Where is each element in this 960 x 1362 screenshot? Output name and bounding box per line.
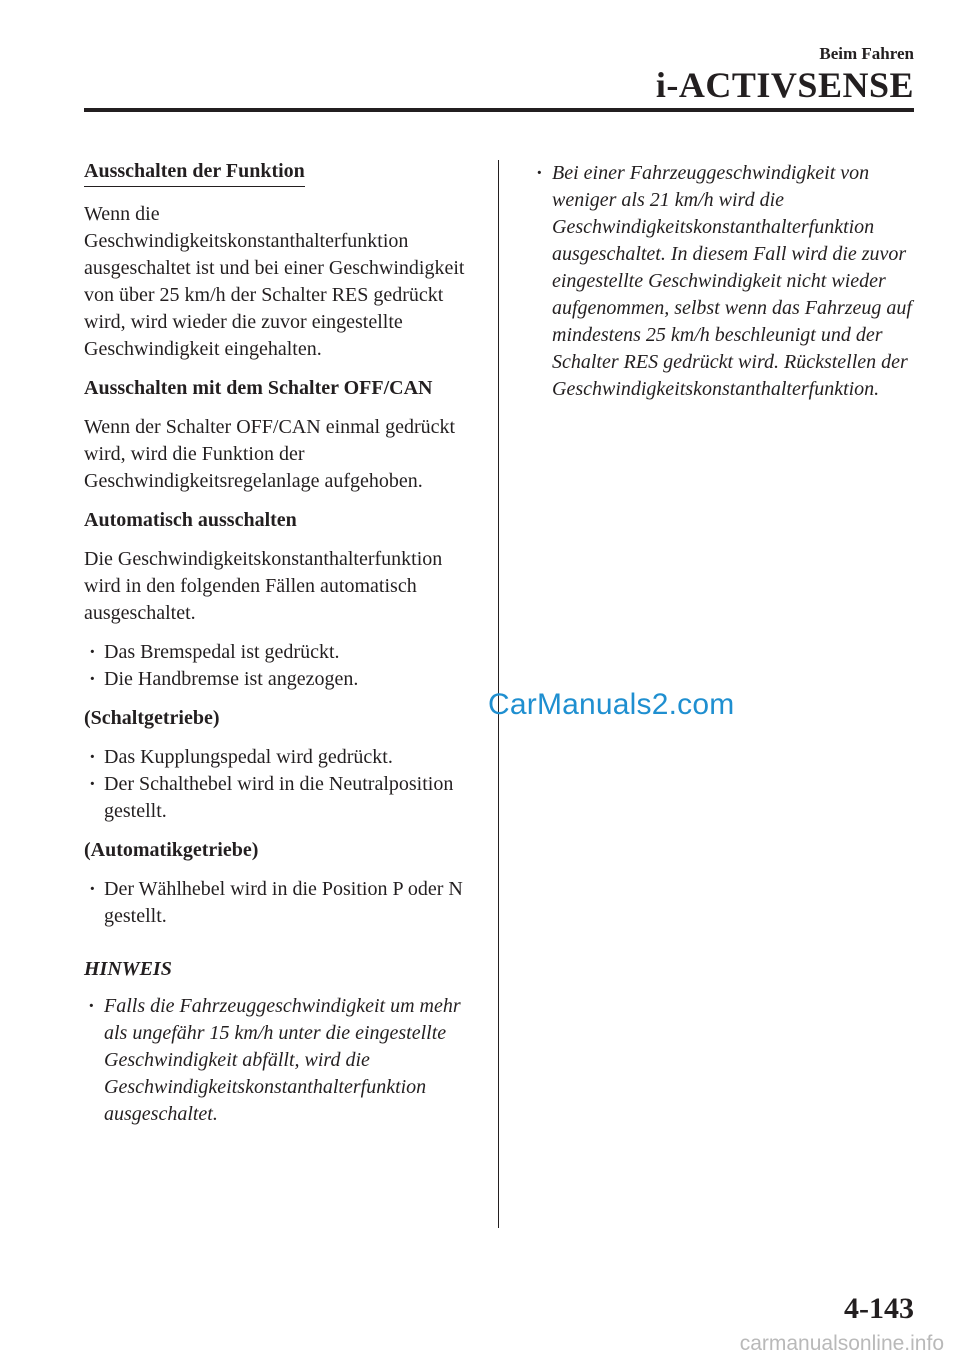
- list-item: · Falls die Fahrzeuggeschwindigkeit um mehr als ungefähr 15 km/h unter die eingestellte Geschwindigkeit abfällt, wird die Geschwindigkeitskonstanthalterfunktion ausgeschaltet.: [84, 993, 480, 1128]
- list-item: · Das Kupplungspedal wird gedrückt.: [84, 744, 480, 771]
- switch-paragraph: Wenn der Schalter OFF/CAN einmal gedrückt wird, wird die Funktion der Geschwindigkeitsregelanlage aufgehoben.: [84, 416, 456, 492]
- footer-url: carmanualsonline.info: [739, 1332, 944, 1355]
- automatic-bullet-list: [84, 876, 480, 930]
- note-heading: HINWEIS: [84, 958, 172, 980]
- auto-heading: Automatisch ausschalten: [84, 509, 297, 531]
- list-item: · Die Handbremse ist angezogen.: [84, 666, 480, 693]
- list-item: · Das Bremspedal ist gedrückt.: [84, 639, 480, 666]
- list-item: · Der Wählhebel wird in die Position P oder N gestellt.: [84, 876, 480, 930]
- section-heading: Ausschalten der Funktion: [84, 158, 305, 187]
- page-number: 4-143: [844, 1292, 914, 1325]
- list-item: · Bei einer Fahrzeuggeschwindigkeit von weniger als 21 km/h wird die Geschwindigkeitskonstanthalterfunktion ausgeschaltet. In diesem Fall wird die zuvor eingestellte Geschwindigkeit nicht wieder aufgenommen, selbst wenn das Fahrzeug auf mindestens 25 km/h beschleunigt und der Schalter RES gedrückt wird. Rückstellen der Geschwindigkeitskonstanthalterfunktion.: [532, 160, 922, 403]
- manual-transmission-heading: (Schaltgetriebe): [84, 707, 220, 729]
- intro-paragraph: Wenn die Geschwindigkeitskonstanthalterfunktion ausgeschaltet ist und bei einer Geschwindigkeit von über 25 km/h der Schalter RES gedrückt wird, wird wieder die zuvor eingestellte Geschwindigkeit eingehalten.: [84, 203, 465, 360]
- list-item: · Der Schalthebel wird in die Neutralposition gestellt.: [84, 771, 480, 825]
- auto-paragraph: Die Geschwindigkeitskonstanthalterfunktion wird in den folgenden Fällen automatisch ausgeschaltet.: [84, 548, 443, 624]
- chapter-label: Beim Fahren: [819, 44, 914, 63]
- note-bullet-list: [84, 993, 480, 1128]
- right-column: [532, 160, 922, 403]
- page-title: i-ACTIVSENSE: [655, 65, 914, 105]
- left-column: [84, 158, 480, 1128]
- header-divider: [84, 108, 914, 112]
- switch-heading: Ausschalten mit dem Schalter OFF/CAN: [84, 377, 433, 399]
- watermark-logo: CarManuals2.com: [488, 688, 735, 721]
- auto-bullet-list: [84, 639, 480, 693]
- automatic-transmission-heading: (Automatikgetriebe): [84, 839, 259, 861]
- note-bullet-list-continued: [532, 160, 922, 403]
- manual-bullet-list: [84, 744, 480, 825]
